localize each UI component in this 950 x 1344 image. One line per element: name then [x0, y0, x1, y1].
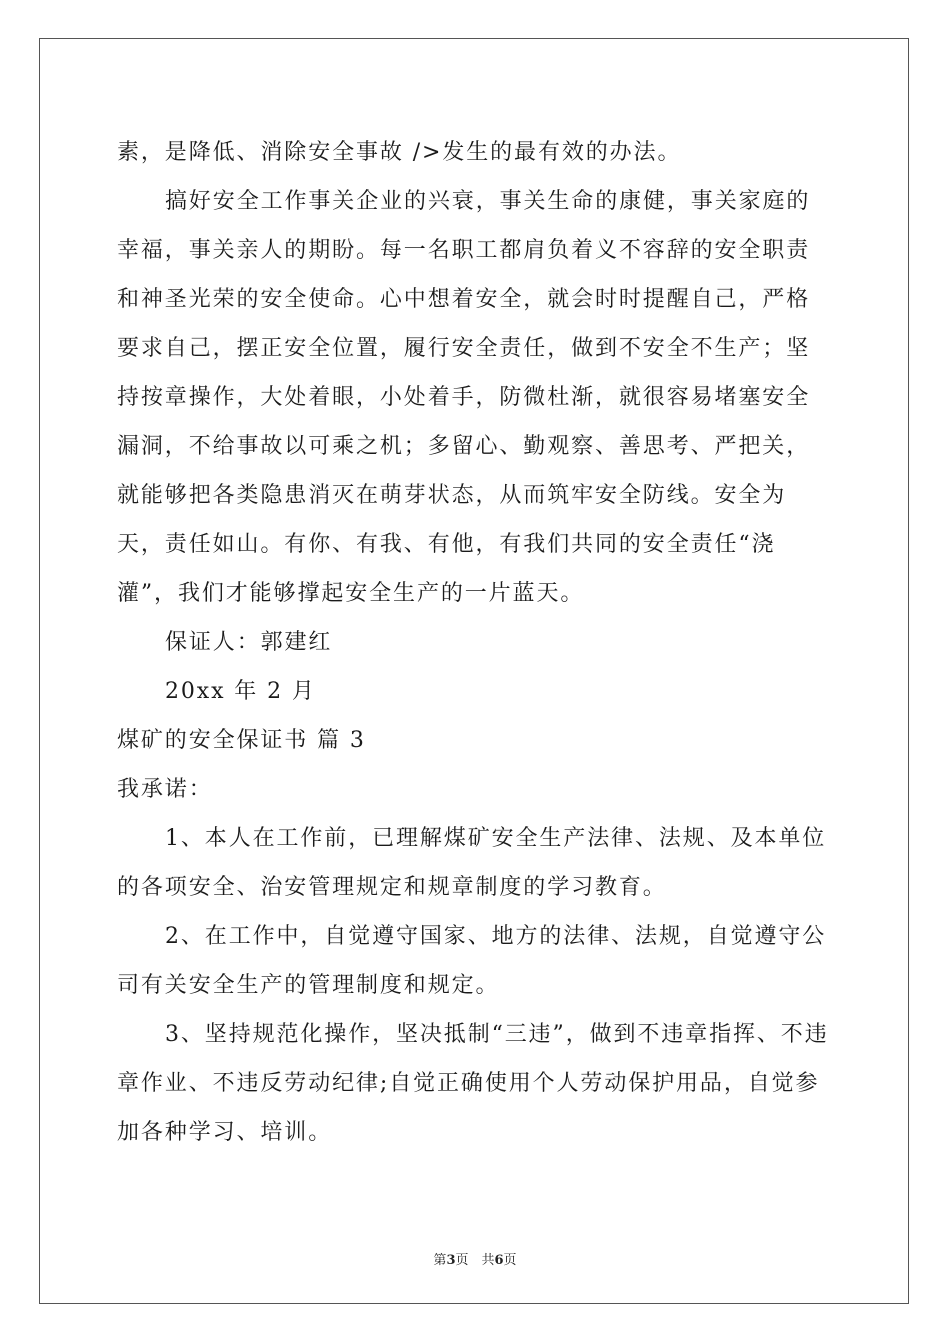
footer-total-pages: 6	[494, 1253, 504, 1268]
footer-current-page: 3	[446, 1253, 456, 1268]
paragraph-2: 搞好安全工作事关企业的兴衰，事关生命的康健，事关家庭的幸福，事关亲人的期盼。每一名职工都肩负着义不容辞的安全职责和神圣光荣的安全使命。心中想着安全，就会时时提醒自己，严格要求自己，摆正安全位置，履行安全责任，做到不安全不生产；坚持按章操作，大处着眼，小处着手，防微杜渐，就很容易堵塞安全漏洞，不给事故以可乘之机；多留心、勤观察、善思考、严把关，就能够把各类隐患消灭在萌芽状态，从而筑牢安全防线。安全为天，责任如山。有你、有我、有他，有我们共同的安全责任“浇灌”，我们才能够撑起安全生产的一片蓝天。	[117, 189, 811, 606]
footer-mid: 页 共	[455, 1253, 495, 1268]
section-title: 煤矿的安全保证书 篇 3	[117, 728, 366, 753]
guarantor-line: 保证人：郭建红	[165, 630, 333, 655]
date-line: 20xx 年 2 月	[165, 679, 316, 704]
pledge-item-3: 3、坚持规范化操作，坚决抵制“三违”，做到不违章指挥、不违章作业、不违反劳动纪律;自觉正确使用个人劳动保护用品，自觉参加各种学习、培训。	[117, 1022, 829, 1145]
paragraph-1: 素，是降低、消除安全事故 />发生的最有效的办法。	[117, 140, 682, 165]
pledge-intro: 我承诺：	[117, 777, 213, 802]
page-footer	[0, 1249, 950, 1268]
pledge-item-1: 1、本人在工作前，已理解煤矿安全生产法律、法规、及本单位的各项安全、治安管理规定和规章制度的学习教育。	[117, 826, 827, 900]
document-body	[117, 128, 833, 1157]
pledge-item-2: 2、在工作中，自觉遵守国家、地方的法律、法规，自觉遵守公司有关安全生产的管理制度和规定。	[117, 924, 827, 998]
footer-prefix: 第	[433, 1253, 447, 1268]
footer-suffix: 页	[503, 1253, 517, 1268]
